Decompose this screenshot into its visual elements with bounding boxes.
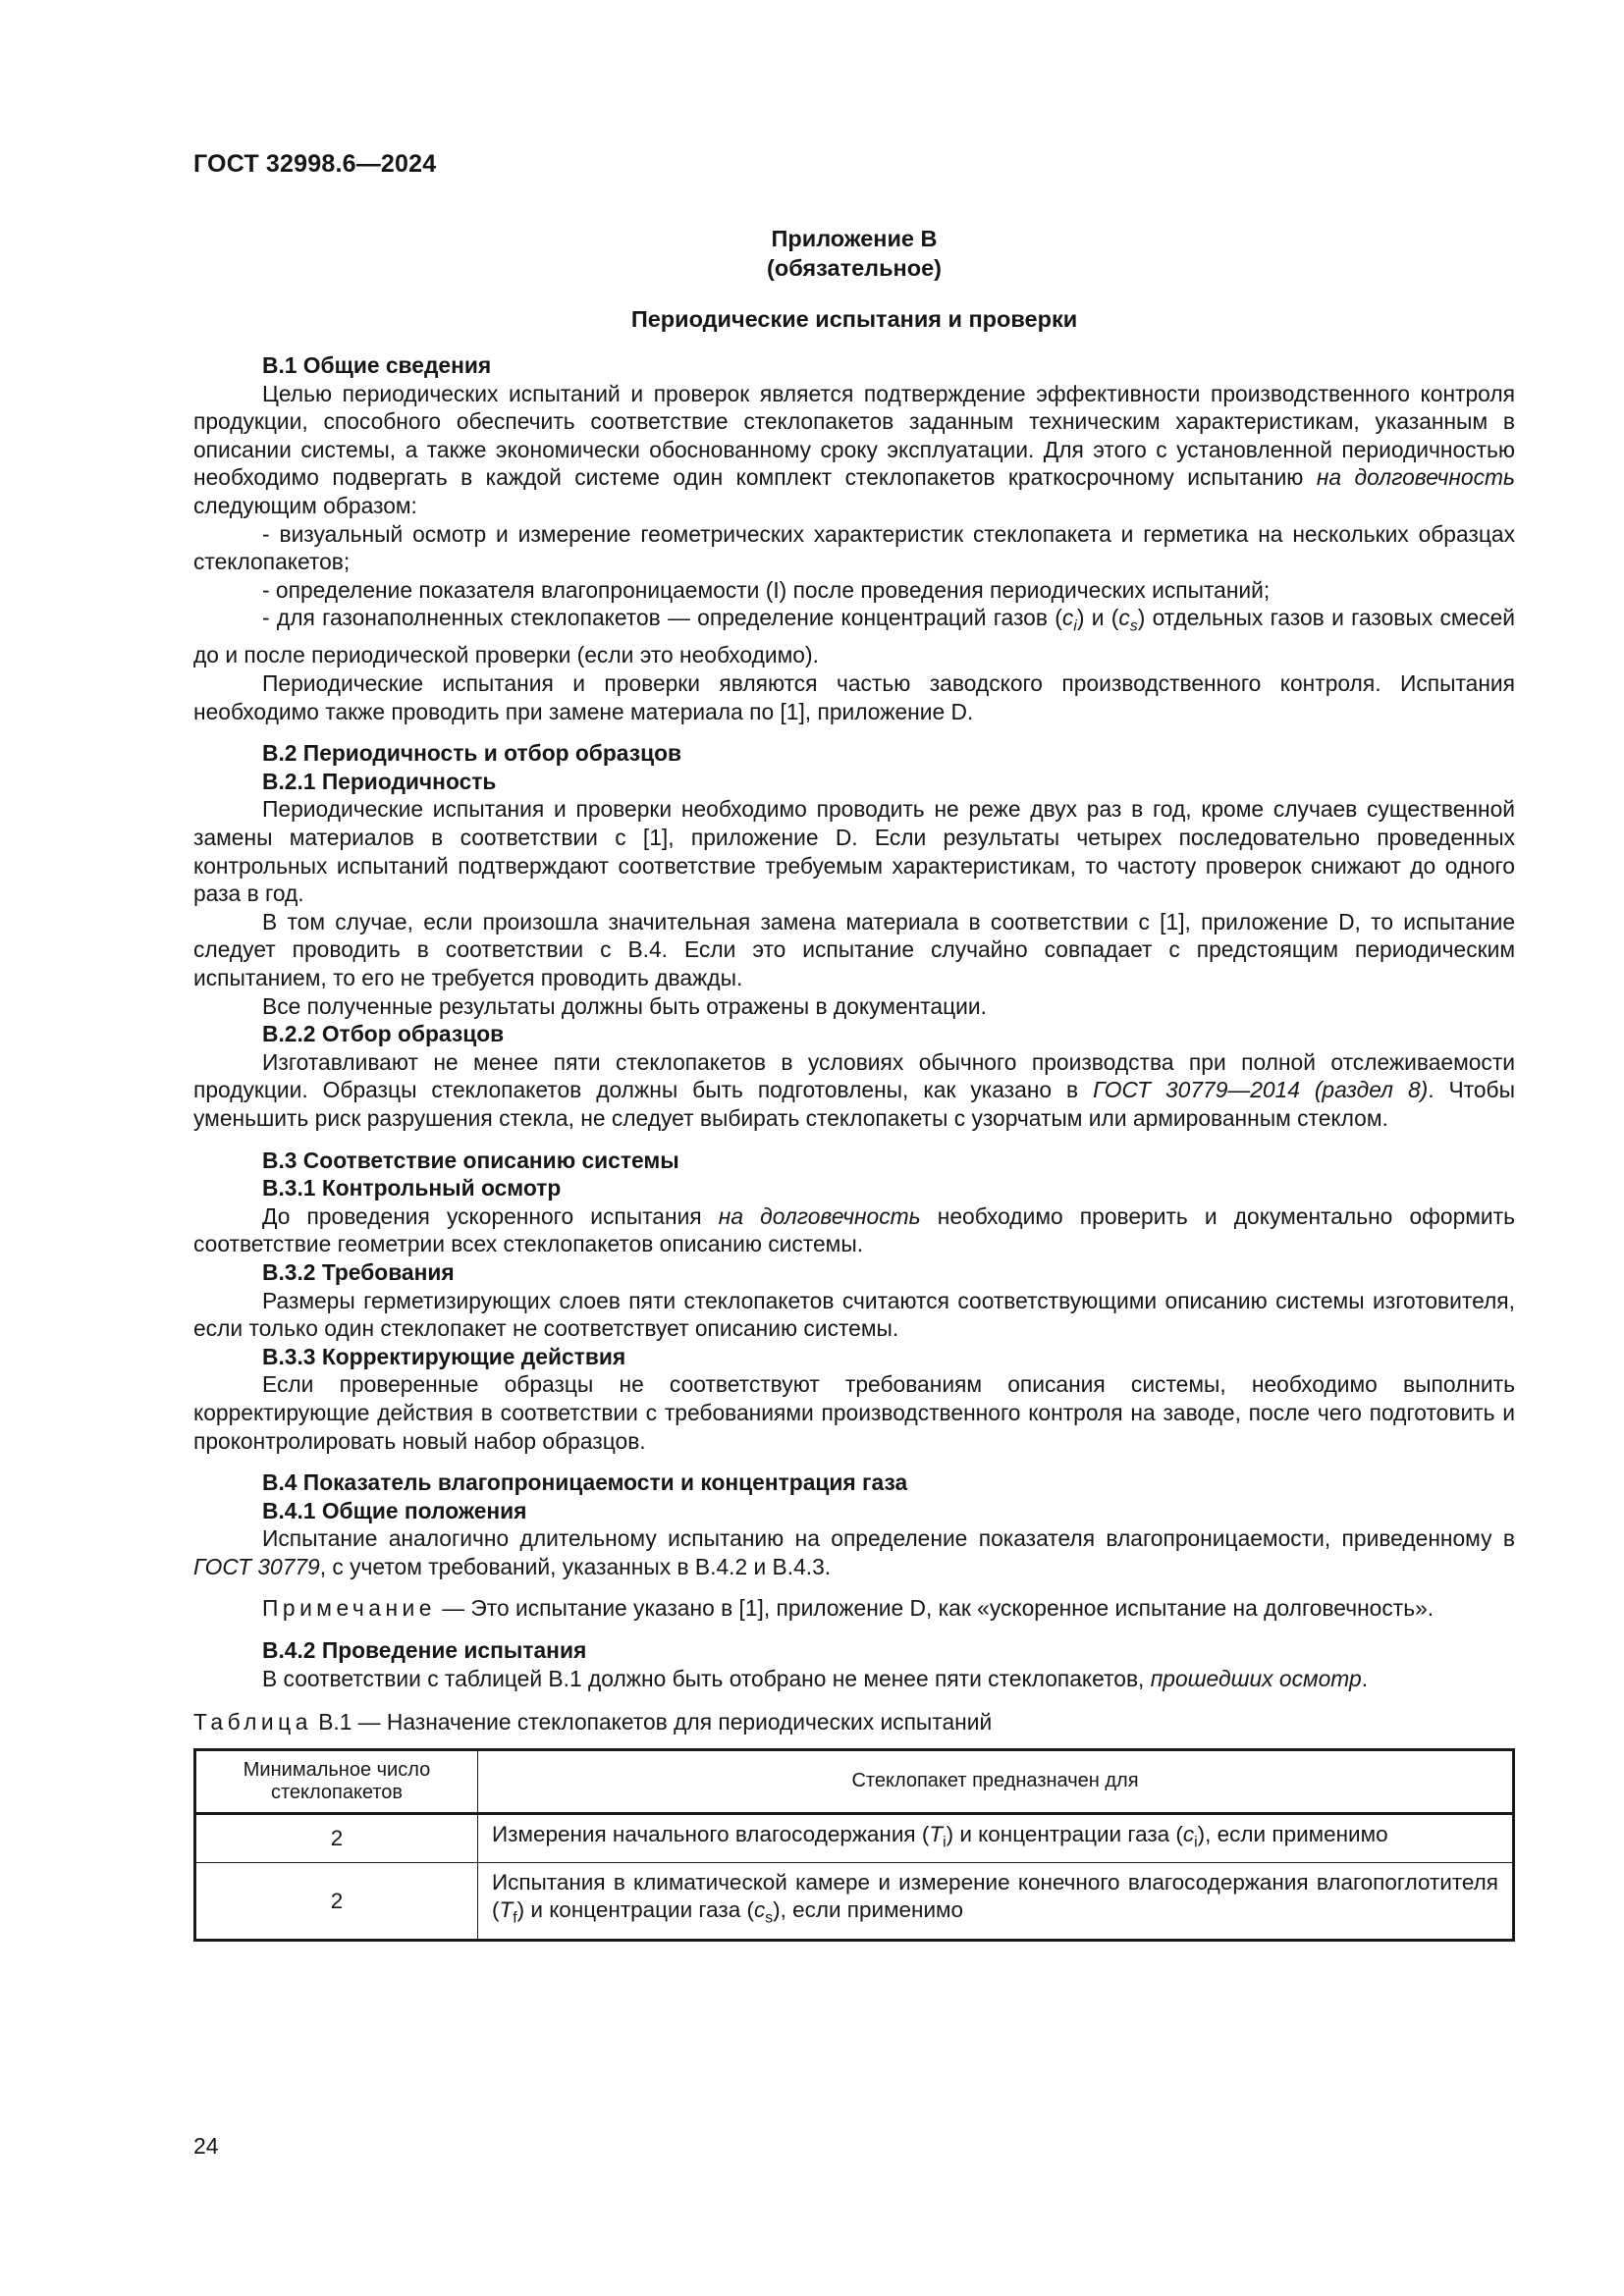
- section-heading-b1: В.1 Общие сведения: [262, 352, 492, 378]
- paragraph: До проведения ускоренного испытания на долговечность необходимо проверить и документально оформить соответствие геометрии всех стеклопакетов описанию системы.: [193, 1202, 1515, 1257]
- paragraph: Размеры герметизирующих слоев пяти стеклопакетов считаются соответствующими описанию системы изготовителя, если только один стеклопакет не соответствует описанию системы.: [193, 1287, 1515, 1342]
- column-header-count: Минимальное число стеклопакетов: [195, 1749, 478, 1813]
- table-b1: [193, 1748, 1515, 1942]
- subsection-heading-b41: В.4.1 Общие положения: [262, 1497, 527, 1523]
- paragraph: Периодические испытания и проверки необходимо проводить не реже двух раз в год, кроме случаев существенной замены материалов в соответствии с [1], приложение D. Если результаты четырех последовательно проведенных контрольных испытаний подтверждают соответствие требуемым характеристикам, то частоту проверок снижают до одного раза в год.: [193, 796, 1515, 907]
- section-heading-b4: В.4 Показатель влагопроницаемости и концентрация газа: [262, 1469, 908, 1496]
- paragraph: Если проверенные образцы не соответствуют требованиям описания системы, необходимо выполнить корректирующие действия в соответствии с требованиями производственного контроля на заводе, после чего подготовить и проконтролировать новый набор образцов.: [193, 1371, 1515, 1454]
- cell-purpose: Испытания в климатической камере и измерение конечного влагосодержания влагопоглотителя $(T_f)$ и концентрации газа $(c_s)$, если применимо: [478, 1863, 1514, 1941]
- subsection-heading-b22: В.2.2 Отбор образцов: [262, 1021, 505, 1047]
- paragraph: Испытание аналогично длительному испытанию на определение показателя влагопроницаемости, приведенному в ГОСТ 30779, с учетом требований, указанных в В.4.2 и В.4.3.: [193, 1525, 1515, 1579]
- table-row: [195, 1863, 1514, 1941]
- paragraph: Изготавливают не менее пяти стеклопакетов в условиях обычного производства при полной отслеживаемости продукции. Образцы стеклопакетов должны быть подготовлены, как указано в ГОСТ 30779—2014 (раздел 8). Чтобы уменьшить риск разрушения стекла, не следует выбирать стеклопакеты с узорчатым или армированным стеклом.: [193, 1048, 1515, 1131]
- table-caption: Таблица В.1 — Назначение стеклопакетов для периодических испытаний: [193, 1709, 993, 1735]
- column-header-purpose: Стеклопакет предназначен для: [478, 1749, 1514, 1813]
- subsection-heading-b42: В.4.2 Проведение испытания: [262, 1637, 587, 1664]
- subsection-heading-b32: В.3.2 Требования: [262, 1258, 455, 1285]
- paragraph-b1-intro: Целью периодических испытаний и проверок является подтверждение эффективности производственного контроля продукции, способного обеспечить соответствие стеклопакетов заданным техническим характеристикам, указанным в описании системы, а также экономически обоснованному сроку эксплуатации. Для этого с установленной периодичностью необходимо подвергать в каждой системе один комплект стеклопакетов краткосрочному испытанию на долговечность следующим образом:: [193, 380, 1515, 518]
- list-item: - визуальный осмотр и измерение геометрических характеристик стеклопакета и герметика на нескольких образцах стеклопакетов;: [193, 520, 1515, 575]
- table-row: [195, 1813, 1514, 1863]
- subsection-heading-b31: В.3.1 Контрольный осмотр: [262, 1175, 562, 1201]
- note-label: Примечание: [262, 1595, 436, 1622]
- note: Примечание — Это испытание указано в [1], приложение D, как «ускоренное испытание на долговечность».: [262, 1595, 1435, 1622]
- annex-label: Приложение В: [771, 226, 938, 251]
- table-header-row: [195, 1749, 1514, 1813]
- document-code: ГОСТ 32998.6—2024: [193, 150, 437, 178]
- annex-title: Периодические испытания и проверки: [630, 306, 1078, 332]
- subsection-heading-b33: В.3.3 Корректирующие действия: [262, 1343, 626, 1369]
- cell-count: 2: [195, 1863, 478, 1941]
- section-heading-b2: В.2 Периодичность и отбор образцов: [262, 740, 682, 767]
- page-number: 24: [193, 2133, 219, 2159]
- section-heading-b3: В.3 Соответствие описанию системы: [262, 1147, 679, 1173]
- subsection-heading-b21: В.2.1 Периодичность: [262, 768, 497, 794]
- paragraph: В соответствии с таблицей В.1 должно быть отобрано не менее пяти стеклопакетов, прошедших осмотр.: [262, 1665, 1369, 1691]
- paragraph: В том случае, если произошла значительная замена материала в соответствии с [1], приложение D, то испытание следует проводить в соответствии с В.4. Если это испытание случайно совпадает с предстоящим периодическим испытанием, то его не требуется проводить дважды.: [193, 908, 1515, 991]
- cell-count: 2: [195, 1813, 478, 1863]
- list-item: - определение показателя влагопроницаемости (I) после проведения периодических испытаний;: [262, 576, 1271, 603]
- annex-status: (обязательное): [767, 255, 942, 281]
- list-item: - для газонаполненных стеклопакетов — определение концентраций газов $(c_i)$ и $(c_s)$ отдельных газов и газовых смесей до и после периодической проверки (если это необходимо).: [193, 605, 1516, 668]
- paragraph-b1-outro: Периодические испытания и проверки являются частью заводского производственного контроля. Испытания необходимо также проводить при замене материала по [1], приложение D.: [193, 670, 1515, 724]
- paragraph: Все полученные результаты должны быть отражены в документации.: [262, 992, 987, 1019]
- page-content: [193, 224, 1515, 1942]
- cell-purpose: Измерения начального влагосодержания $(T_i)$ и концентрации газа $(c_i)$, если применимо: [478, 1813, 1514, 1863]
